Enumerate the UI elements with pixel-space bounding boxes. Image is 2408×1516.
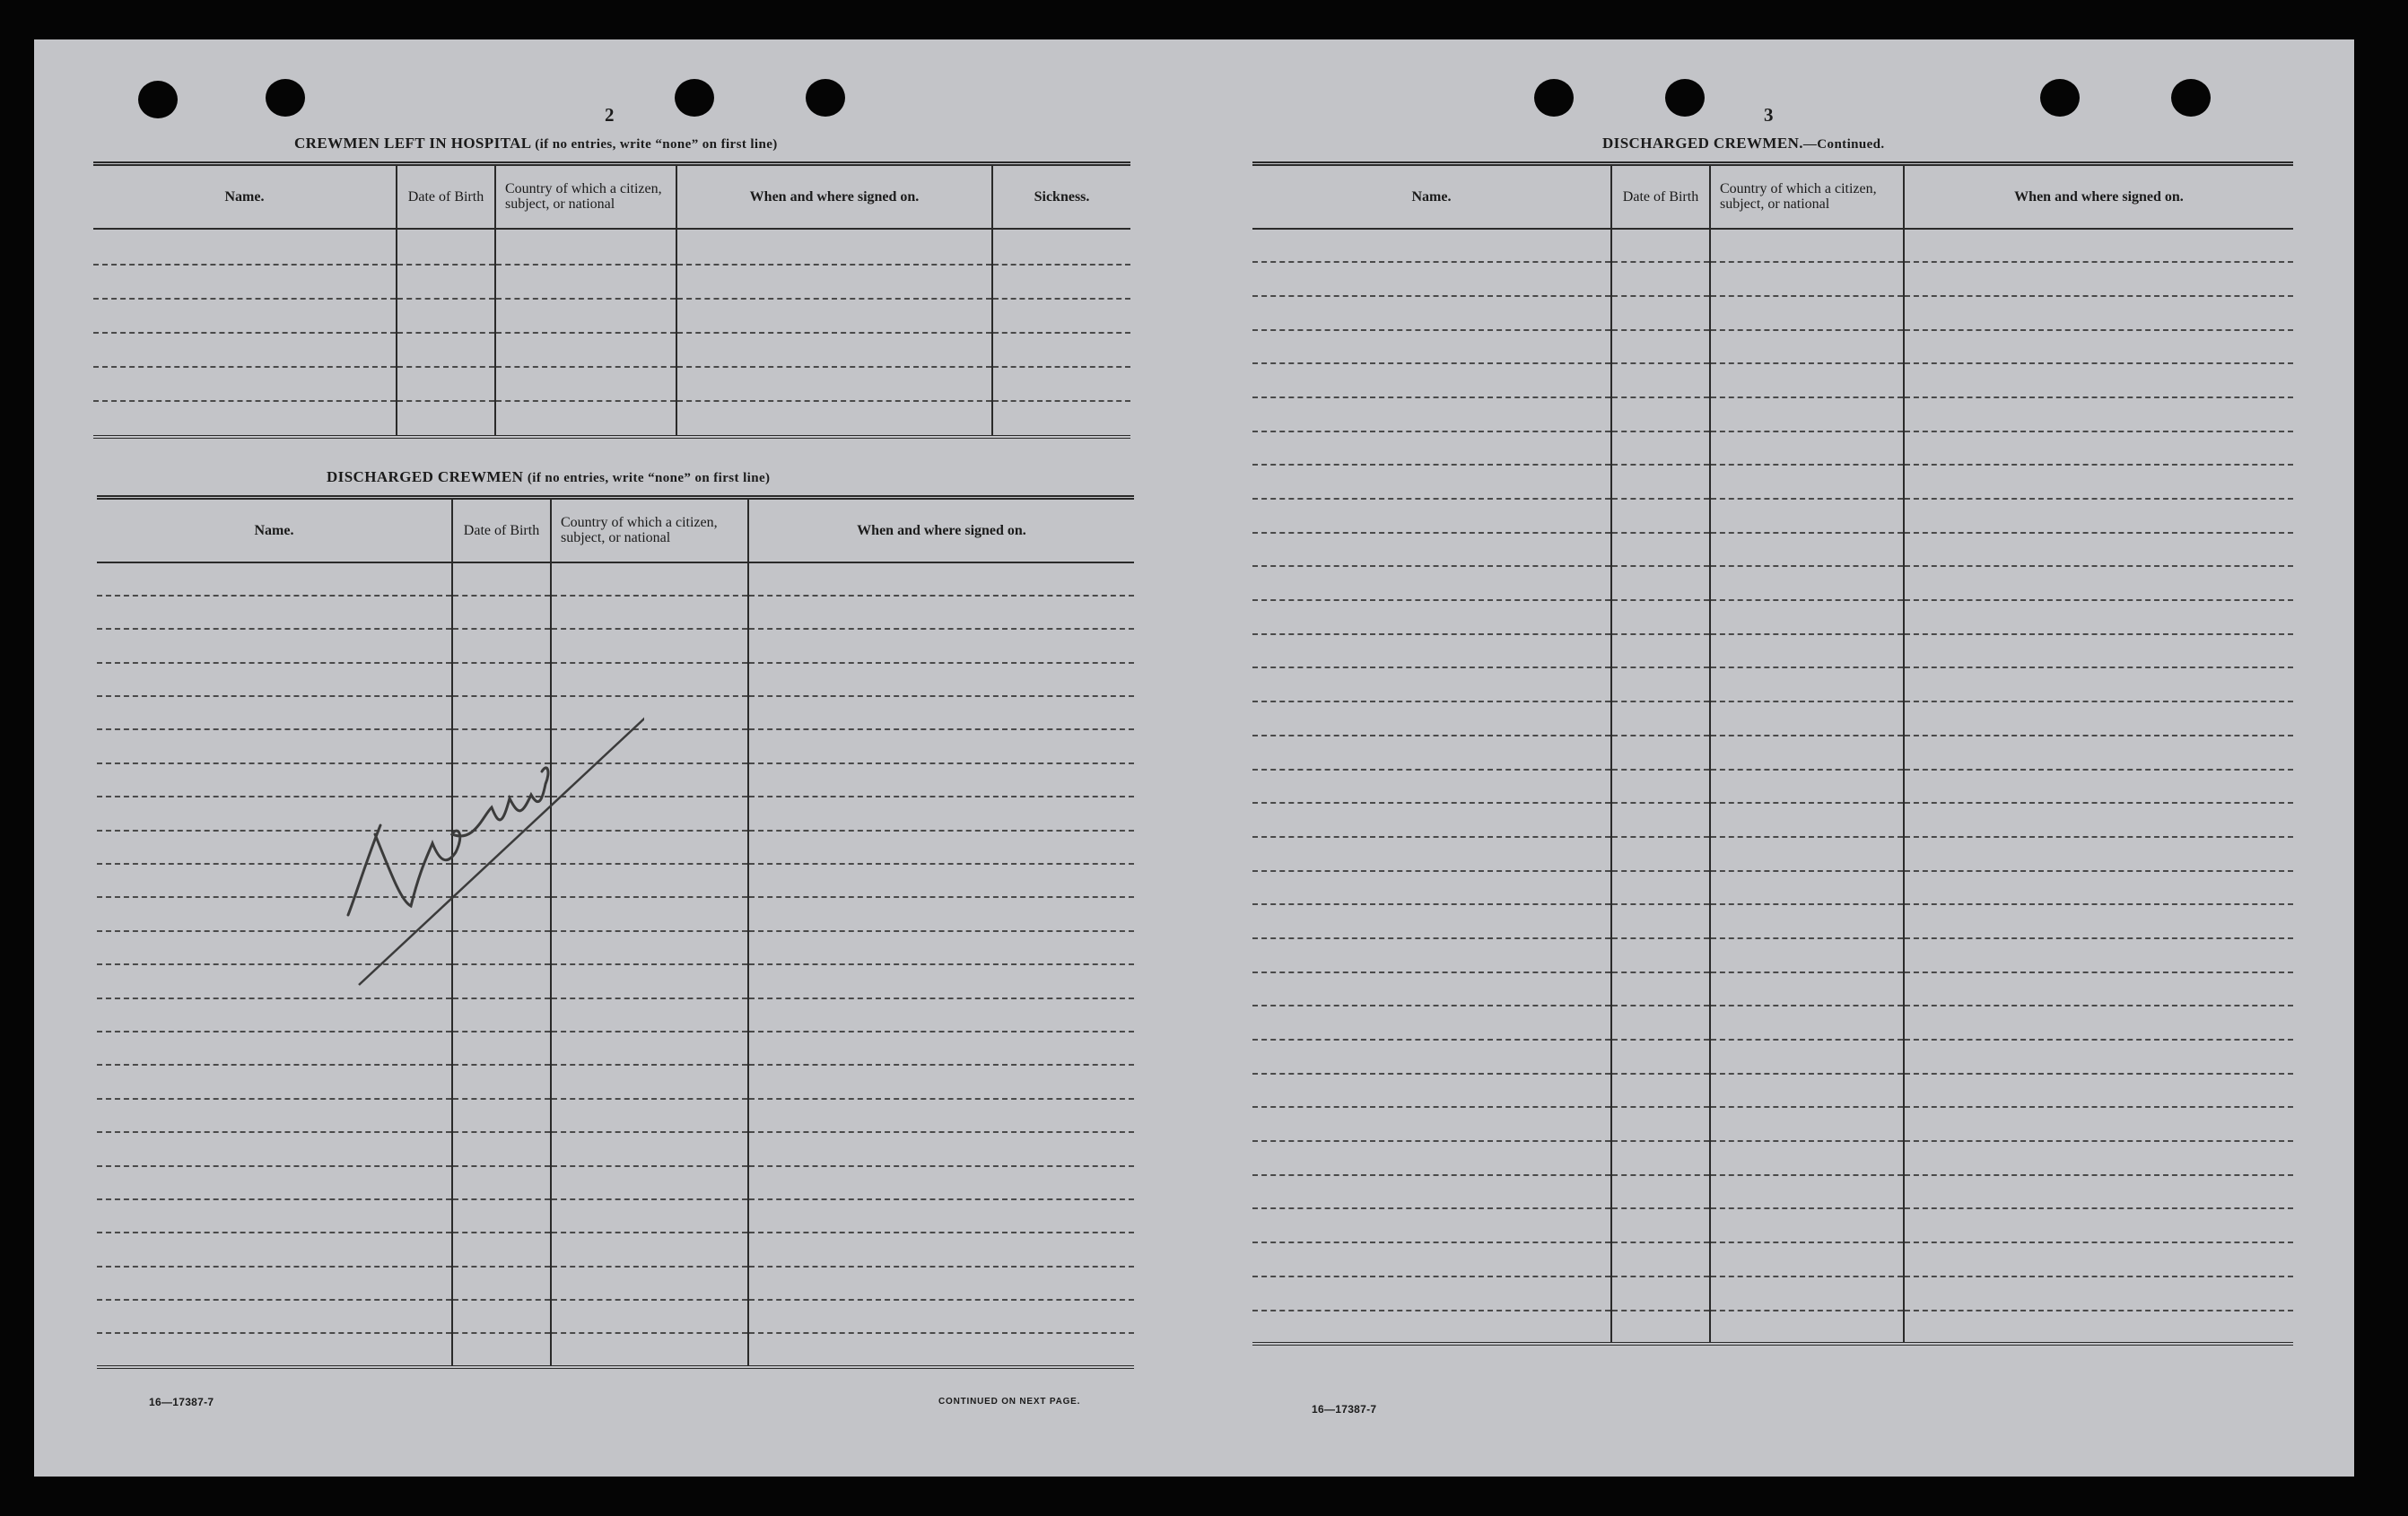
entry-cell[interactable]	[551, 1199, 748, 1233]
entry-cell[interactable]	[1252, 938, 1611, 972]
entry-cell[interactable]	[1252, 770, 1611, 804]
entry-cell[interactable]	[452, 1267, 551, 1300]
entry-cell[interactable]	[1252, 904, 1611, 938]
entry-cell[interactable]	[1611, 1006, 1710, 1040]
entry-cell[interactable]	[992, 367, 1130, 401]
entry-cell[interactable]	[397, 367, 495, 401]
entry-cell[interactable]	[1710, 1074, 1904, 1108]
entry-cell[interactable]	[1611, 837, 1710, 871]
entry-cell[interactable]	[1611, 1208, 1710, 1242]
entry-cell[interactable]	[1710, 1141, 1904, 1175]
discharged-continued-table	[1252, 161, 2293, 1346]
entry-cell[interactable]	[1611, 229, 1710, 263]
entry-cell[interactable]	[748, 729, 1134, 762]
entry-cell[interactable]	[97, 1333, 452, 1366]
entry-cell[interactable]	[748, 663, 1134, 696]
entry-cell[interactable]	[1710, 1311, 1904, 1345]
entry-cell[interactable]	[97, 1267, 452, 1300]
entry-cell[interactable]	[1611, 736, 1710, 770]
entry-cell[interactable]	[1904, 330, 2293, 364]
entry-cell[interactable]	[1252, 1107, 1611, 1141]
entry-cell[interactable]	[397, 265, 495, 299]
entry-cell[interactable]	[495, 229, 676, 265]
entry-cell[interactable]	[1904, 1107, 2293, 1141]
entry-cell[interactable]	[1710, 533, 1904, 567]
page-number-right: 3	[1764, 104, 1774, 126]
entry-cell[interactable]	[97, 1065, 452, 1098]
punch-hole	[1665, 79, 1705, 117]
entry-cell[interactable]	[1710, 1242, 1904, 1276]
entry-cell[interactable]	[748, 931, 1134, 964]
entry-cell[interactable]	[748, 897, 1134, 930]
entry-cell[interactable]	[1252, 1006, 1611, 1040]
entry-cell[interactable]	[748, 1132, 1134, 1165]
entry-cell[interactable]	[495, 401, 676, 437]
punch-hole	[2171, 79, 2211, 117]
entry-cell[interactable]	[97, 629, 452, 662]
entry-cell[interactable]	[1252, 566, 1611, 600]
discharged-continued-title-text: DISCHARGED CREWMEN.	[1602, 135, 1803, 152]
entry-cell[interactable]	[551, 1333, 748, 1366]
discharged-title-text: DISCHARGED CREWMEN	[327, 468, 524, 485]
entry-cell[interactable]	[1252, 667, 1611, 701]
entry-cell[interactable]	[1710, 736, 1904, 770]
entry-cell[interactable]	[452, 562, 551, 596]
entry-cell[interactable]	[1611, 701, 1710, 736]
entry-cell[interactable]	[1710, 465, 1904, 499]
entry-cell[interactable]	[748, 1233, 1134, 1266]
entry-cell[interactable]	[1904, 262, 2293, 296]
entry-cell[interactable]	[1611, 1040, 1710, 1074]
entry-cell[interactable]	[1252, 397, 1611, 431]
entry-cell[interactable]	[551, 1233, 748, 1266]
entry-cell[interactable]	[748, 1199, 1134, 1233]
entry-cell[interactable]	[1904, 634, 2293, 668]
entry-cell[interactable]	[1611, 938, 1710, 972]
entry-cell[interactable]	[495, 265, 676, 299]
entry-cell[interactable]	[1904, 1208, 2293, 1242]
entry-cell[interactable]	[551, 998, 748, 1032]
entry-cell[interactable]	[992, 265, 1130, 299]
column-header-date-of-birth: Date of Birth	[1611, 164, 1710, 229]
entry-cell[interactable]	[1611, 262, 1710, 296]
handwritten-none-annotation	[339, 709, 644, 996]
hospital-title-note: (if no entries, write “none” on first line)	[535, 137, 778, 152]
entry-cell[interactable]	[397, 299, 495, 333]
entry-cell[interactable]	[452, 1333, 551, 1366]
entry-cell[interactable]	[93, 299, 397, 333]
entry-cell[interactable]	[1252, 1242, 1611, 1276]
entry-cell[interactable]	[1904, 803, 2293, 837]
entry-cell[interactable]	[97, 1300, 452, 1333]
entry-cell[interactable]	[1611, 1311, 1710, 1345]
entry-cell[interactable]	[93, 229, 397, 265]
entry-cell[interactable]	[1252, 701, 1611, 736]
entry-cell[interactable]	[1611, 296, 1710, 330]
entry-cell[interactable]	[1710, 667, 1904, 701]
entry-cell[interactable]	[452, 1099, 551, 1132]
entry-cell[interactable]	[748, 629, 1134, 662]
entry-cell[interactable]	[1904, 904, 2293, 938]
column-header-sickness: Sickness.	[992, 164, 1130, 229]
entry-cell[interactable]	[1904, 431, 2293, 466]
entry-cell[interactable]	[1904, 566, 2293, 600]
entry-cell[interactable]	[551, 1267, 748, 1300]
entry-cell[interactable]	[1611, 330, 1710, 364]
entry-cell[interactable]	[1252, 363, 1611, 397]
punch-hole	[138, 81, 178, 118]
entry-cell[interactable]	[1252, 600, 1611, 634]
entry-cell[interactable]	[748, 1300, 1134, 1333]
entry-cell[interactable]	[748, 1065, 1134, 1098]
column-header-signed-on: When and where signed on.	[1904, 164, 2293, 229]
entry-cell[interactable]	[97, 596, 452, 629]
entry-cell[interactable]	[1904, 1242, 2293, 1276]
entry-cell[interactable]	[551, 663, 748, 696]
entry-cell[interactable]	[748, 696, 1134, 729]
entry-cell[interactable]	[1611, 1141, 1710, 1175]
entry-cell[interactable]	[93, 401, 397, 437]
entry-cell[interactable]	[1710, 296, 1904, 330]
entry-cell[interactable]	[1710, 1040, 1904, 1074]
entry-cell[interactable]	[1710, 1208, 1904, 1242]
entry-cell[interactable]	[1252, 1175, 1611, 1209]
entry-cell[interactable]	[676, 401, 992, 437]
entry-cell[interactable]	[1252, 431, 1611, 466]
entry-cell[interactable]	[1904, 499, 2293, 533]
entry-cell[interactable]	[1611, 1107, 1710, 1141]
entry-cell[interactable]	[748, 1267, 1134, 1300]
entry-cell[interactable]	[1252, 1040, 1611, 1074]
entry-cell[interactable]	[676, 367, 992, 401]
entry-cell[interactable]	[97, 1199, 452, 1233]
entry-cell[interactable]	[551, 1032, 748, 1065]
entry-cell[interactable]	[452, 1032, 551, 1065]
entry-cell[interactable]	[495, 299, 676, 333]
entry-cell[interactable]	[452, 1132, 551, 1165]
entry-cell[interactable]	[1252, 1074, 1611, 1108]
column-header-name: Name.	[93, 164, 397, 229]
entry-cell[interactable]	[1904, 667, 2293, 701]
entry-cell[interactable]	[1904, 1074, 2293, 1108]
entry-cell[interactable]	[748, 831, 1134, 864]
entry-cell[interactable]	[97, 1132, 452, 1165]
entry-cell[interactable]	[1904, 465, 2293, 499]
entry-cell[interactable]	[1252, 736, 1611, 770]
entry-cell[interactable]	[1710, 803, 1904, 837]
entry-cell[interactable]	[93, 265, 397, 299]
entry-cell[interactable]	[1710, 634, 1904, 668]
entry-cell[interactable]	[1611, 1242, 1710, 1276]
entry-cell[interactable]	[1904, 770, 2293, 804]
entry-cell[interactable]	[1611, 363, 1710, 397]
entry-cell[interactable]	[551, 596, 748, 629]
discharged-continued-title	[1602, 135, 1885, 152]
entry-cell[interactable]	[551, 1132, 748, 1165]
entry-cell[interactable]	[1252, 229, 1611, 263]
entry-cell[interactable]	[1252, 871, 1611, 905]
column-header-signed-on: When and where signed on.	[748, 498, 1134, 562]
entry-cell[interactable]	[1904, 1006, 2293, 1040]
entry-cell[interactable]	[551, 629, 748, 662]
discharged-section-title	[327, 468, 770, 486]
entry-cell[interactable]	[452, 663, 551, 696]
column-header-name: Name.	[97, 498, 452, 562]
entry-cell[interactable]	[1252, 803, 1611, 837]
entry-cell[interactable]	[1252, 1141, 1611, 1175]
entry-cell[interactable]	[1252, 465, 1611, 499]
entry-cell[interactable]	[748, 964, 1134, 998]
entry-cell[interactable]	[93, 367, 397, 401]
entry-cell[interactable]	[1710, 1107, 1904, 1141]
entry-cell[interactable]	[1710, 262, 1904, 296]
entry-cell[interactable]	[1710, 397, 1904, 431]
entry-cell[interactable]	[992, 299, 1130, 333]
entry-cell[interactable]	[452, 998, 551, 1032]
entry-cell[interactable]	[1710, 1006, 1904, 1040]
discharged-title-note: (if no entries, write “none” on first line)	[527, 471, 771, 485]
entry-cell[interactable]	[1252, 296, 1611, 330]
punch-hole	[806, 79, 845, 117]
entry-cell[interactable]	[1710, 837, 1904, 871]
entry-cell[interactable]	[97, 1032, 452, 1065]
entry-cell[interactable]	[1611, 904, 1710, 938]
entry-cell[interactable]	[1252, 837, 1611, 871]
entry-cell[interactable]	[1710, 363, 1904, 397]
entry-cell[interactable]	[1611, 566, 1710, 600]
entry-cell[interactable]	[748, 1333, 1134, 1366]
entry-cell[interactable]	[1252, 533, 1611, 567]
entry-cell[interactable]	[1611, 533, 1710, 567]
form-number-right: 16—17387-7	[1312, 1403, 1377, 1416]
hospital-title-text: CREWMEN LEFT IN HOSPITAL	[294, 135, 531, 152]
entry-cell[interactable]	[1904, 972, 2293, 1006]
entry-cell[interactable]	[1710, 330, 1904, 364]
entry-cell[interactable]	[1611, 634, 1710, 668]
entry-cell[interactable]	[452, 1199, 551, 1233]
entry-cell[interactable]	[1710, 229, 1904, 263]
entry-cell[interactable]	[748, 763, 1134, 797]
entry-cell[interactable]	[397, 333, 495, 367]
entry-cell[interactable]	[1710, 972, 1904, 1006]
entry-cell[interactable]	[1710, 499, 1904, 533]
entry-cell[interactable]	[1904, 736, 2293, 770]
entry-cell[interactable]	[748, 1099, 1134, 1132]
entry-cell[interactable]	[1252, 330, 1611, 364]
entry-cell[interactable]	[551, 1166, 748, 1199]
entry-cell[interactable]	[1252, 499, 1611, 533]
entry-cell[interactable]	[748, 1166, 1134, 1199]
entry-cell[interactable]	[748, 596, 1134, 629]
entry-cell[interactable]	[97, 1099, 452, 1132]
entry-cell[interactable]	[676, 333, 992, 367]
entry-cell[interactable]	[1904, 1141, 2293, 1175]
punch-hole	[266, 79, 305, 117]
entry-cell[interactable]	[1611, 770, 1710, 804]
entry-cell[interactable]	[992, 229, 1130, 265]
entry-cell[interactable]	[1611, 1276, 1710, 1311]
entry-cell[interactable]	[1710, 770, 1904, 804]
entry-cell[interactable]	[1252, 262, 1611, 296]
entry-cell[interactable]	[1252, 1311, 1611, 1345]
entry-cell[interactable]	[1611, 972, 1710, 1006]
entry-cell[interactable]	[676, 265, 992, 299]
entry-cell[interactable]	[452, 629, 551, 662]
entry-cell[interactable]	[495, 333, 676, 367]
entry-cell[interactable]	[495, 367, 676, 401]
entry-cell[interactable]	[1710, 431, 1904, 466]
column-header-date-of-birth: Date of Birth	[397, 164, 495, 229]
page-number-left: 2	[605, 104, 615, 126]
continued-note: CONTINUED ON NEXT PAGE.	[938, 1397, 1081, 1407]
entry-cell[interactable]	[397, 229, 495, 265]
entry-cell[interactable]	[992, 401, 1130, 437]
entry-cell[interactable]	[1611, 600, 1710, 634]
entry-cell[interactable]	[748, 864, 1134, 897]
entry-cell[interactable]	[1904, 229, 2293, 263]
entry-cell[interactable]	[1904, 871, 2293, 905]
column-header-signed-on: When and where signed on.	[676, 164, 992, 229]
entry-cell[interactable]	[748, 1032, 1134, 1065]
entry-cell[interactable]	[676, 299, 992, 333]
entry-cell[interactable]	[992, 333, 1130, 367]
entry-cell[interactable]	[1904, 837, 2293, 871]
entry-cell[interactable]	[97, 663, 452, 696]
entry-cell[interactable]	[452, 1065, 551, 1098]
entry-cell[interactable]	[1710, 938, 1904, 972]
entry-cell[interactable]	[676, 229, 992, 265]
entry-cell[interactable]	[1611, 431, 1710, 466]
form-number-left: 16—17387-7	[149, 1396, 214, 1408]
column-header-name: Name.	[1252, 164, 1611, 229]
column-header-country: Country of which a citizen, subject, or national	[1710, 164, 1904, 229]
entry-cell[interactable]	[1904, 1276, 2293, 1311]
punch-hole	[2040, 79, 2080, 117]
entry-cell[interactable]	[1611, 1074, 1710, 1108]
entry-cell[interactable]	[1904, 938, 2293, 972]
entry-cell[interactable]	[1710, 1175, 1904, 1209]
entry-cell[interactable]	[1904, 600, 2293, 634]
entry-cell[interactable]	[1252, 1208, 1611, 1242]
entry-cell[interactable]	[1904, 1175, 2293, 1209]
entry-cell[interactable]	[1710, 566, 1904, 600]
hospital-table	[93, 161, 1130, 439]
column-header-country: Country of which a citizen, subject, or national	[495, 164, 676, 229]
entry-cell[interactable]	[551, 562, 748, 596]
column-header-date-of-birth: Date of Birth	[452, 498, 551, 562]
entry-cell[interactable]	[1904, 533, 2293, 567]
entry-cell[interactable]	[1904, 1040, 2293, 1074]
entry-cell[interactable]	[1710, 600, 1904, 634]
entry-cell[interactable]	[1611, 803, 1710, 837]
entry-cell[interactable]	[551, 1065, 748, 1098]
entry-cell[interactable]	[748, 797, 1134, 830]
entry-cell[interactable]	[1710, 1276, 1904, 1311]
entry-cell[interactable]	[1611, 397, 1710, 431]
entry-cell[interactable]	[97, 1233, 452, 1266]
hospital-section-title	[294, 135, 778, 152]
entry-cell[interactable]	[1252, 634, 1611, 668]
entry-cell[interactable]	[1904, 701, 2293, 736]
entry-cell[interactable]	[1611, 871, 1710, 905]
entry-cell[interactable]	[97, 1166, 452, 1199]
entry-cell[interactable]	[748, 562, 1134, 596]
entry-cell[interactable]	[1904, 296, 2293, 330]
entry-cell[interactable]	[1611, 667, 1710, 701]
entry-cell[interactable]	[551, 1099, 748, 1132]
entry-cell[interactable]	[1904, 397, 2293, 431]
column-header-country: Country of which a citizen, subject, or national	[551, 498, 748, 562]
entry-cell[interactable]	[1611, 465, 1710, 499]
entry-cell[interactable]	[1904, 363, 2293, 397]
entry-cell[interactable]	[452, 1233, 551, 1266]
entry-cell[interactable]	[748, 998, 1134, 1032]
entry-cell[interactable]	[1710, 904, 1904, 938]
entry-cell[interactable]	[551, 1300, 748, 1333]
entry-cell[interactable]	[1710, 701, 1904, 736]
entry-cell[interactable]	[397, 401, 495, 437]
entry-cell[interactable]	[1611, 499, 1710, 533]
punch-hole	[675, 79, 714, 117]
entry-cell[interactable]	[1904, 1311, 2293, 1345]
entry-cell[interactable]	[1611, 1175, 1710, 1209]
punch-hole	[1534, 79, 1574, 117]
entry-cell[interactable]	[97, 562, 452, 596]
entry-cell[interactable]	[1252, 1276, 1611, 1311]
entry-cell[interactable]	[93, 333, 397, 367]
entry-cell[interactable]	[1710, 871, 1904, 905]
entry-cell[interactable]	[1252, 972, 1611, 1006]
entry-cell[interactable]	[452, 596, 551, 629]
entry-cell[interactable]	[97, 998, 452, 1032]
entry-cell[interactable]	[452, 1166, 551, 1199]
continued-suffix: —Continued.	[1802, 137, 1885, 152]
entry-cell[interactable]	[452, 1300, 551, 1333]
